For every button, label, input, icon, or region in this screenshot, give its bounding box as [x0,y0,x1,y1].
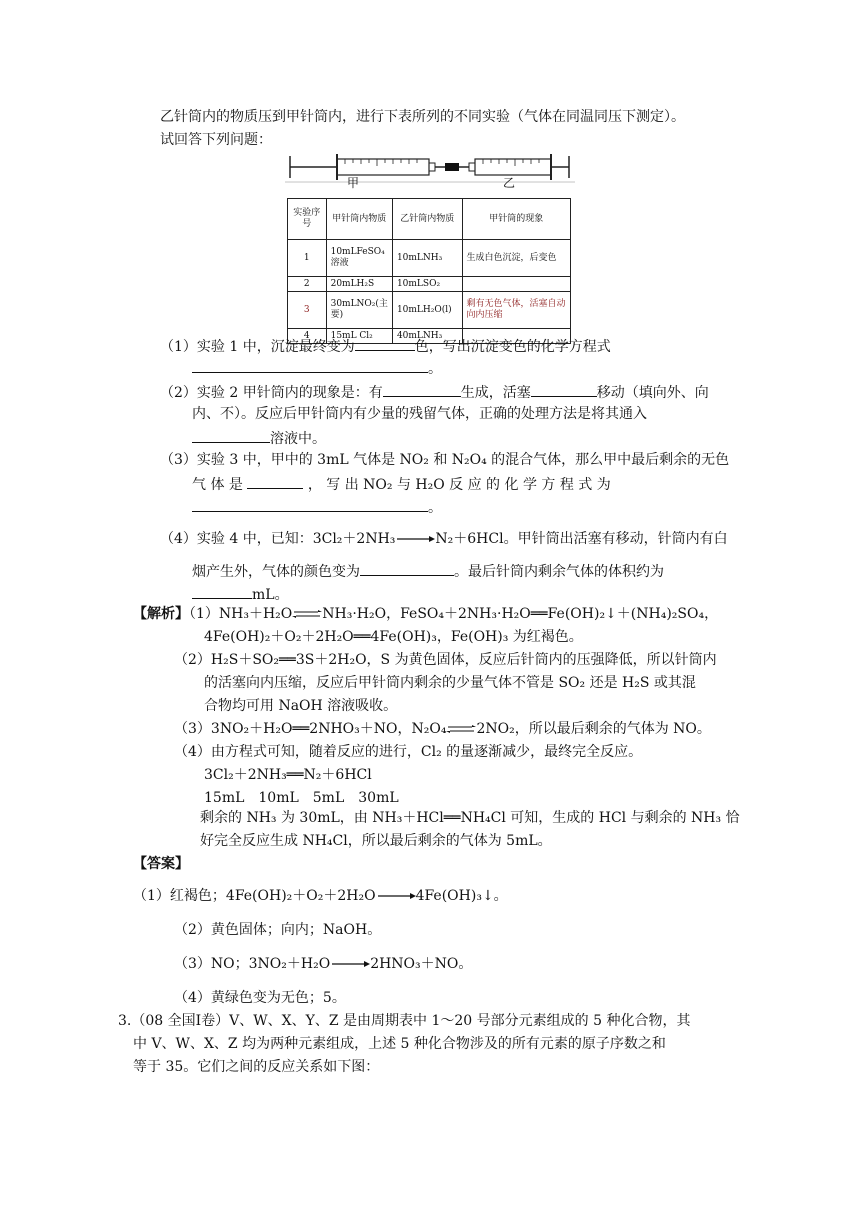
question-3-line-3 [192,497,442,517]
q4-text-b: N₂＋6HCl。甲针筒出活塞有移动，针筒内有白 [435,531,728,547]
table-cell: 10mLNH₃ [392,240,462,277]
table-cell: 生成白色沉淀，后变色 [462,240,570,277]
q2-text-a: （2）实验 2 甲针筒内的现象是：有 [160,385,383,401]
answer-3 [174,955,472,973]
analysis-p2b: 的活塞向内压缩，反应后甲针筒内剩余的少量气体不管是 SO₂ 还是 H₂S 或其混 [204,675,696,691]
answer-1 [133,887,508,905]
analysis-p1b: NH₃·H₂O，FeSO₄＋2NH₃·H₂O══Fe(OH)₂↓＋(NH₄)₂SO₄， [322,606,719,622]
table-header-cell: 乙针筒内物质 [392,199,462,240]
analysis-p1a: （1）NH₃＋H₂O [189,606,293,622]
q4-text-a: （4）实验 4 中，已知：3Cl₂＋2NH₃ [160,531,396,547]
table-cell: 剩有无色气体，活塞自动向内压缩 [462,292,570,329]
equilibrium-arrow-icon [446,724,476,734]
answer-blank [192,358,428,373]
syringe-figure [285,150,575,192]
analysis-line-3 [174,720,711,738]
table-header-cell: 甲针筒的现象 [462,199,570,240]
table-cell: 10mLFeSO₄溶液 [326,240,392,277]
table-cell: 30mLNO₂(主要) [326,292,392,329]
q3-text-a: （3）实验 3 中，甲中的 3mL 气体是 NO₂ 和 N₂O₄ 的混合气体，那么甲中最后剩余的无色 [160,452,730,468]
table-header-row [288,199,571,240]
q3-text-c: ， 写 出 NO₂ 与 H₂O 反 应 的 化 学 方 程 式 为 [307,477,611,493]
answer-blank [192,428,270,443]
answer-blank [355,336,415,351]
question-4-line-2 [192,561,664,581]
question-3-line-2: 中 V、W、X、Z 均为两种元素组成，上述 5 种化合物涉及的所有元素的原子序数之和 [133,1036,666,1052]
table-header-cell: 实验序号 [288,199,327,240]
answer-blank [531,382,597,397]
answer-1-a: （1）红褐色；4Fe(OH)₂＋O₂＋2H₂O [133,888,376,904]
analysis-p4c: 15mL 10mL 5mL 30mL [204,790,399,806]
table-cell: 15mL Cl₂ [326,329,392,344]
q2-text-c: 移动（填向外、向 [596,385,709,401]
q2-text-d: 内、不）。反应后甲针筒内有少量的残留气体，正确的处理方法是将其通入 [192,406,647,422]
reaction-arrow-icon [376,891,416,901]
analysis-p4a: （4）由方程式可知，随着反应的进行，Cl₂ 的量逐渐减少，最终完全反应。 [174,744,643,760]
reaction-arrow-icon [330,959,370,969]
question-2-line-3 [192,428,326,448]
answer-3-a: （3）NO；3NO₂＋H₂O [174,956,331,972]
analysis-p3b: 2NO₂，所以最后剩余的气体为 NO。 [476,721,711,737]
question-3-line-3: 等于 35。它们之间的反应关系如下图： [133,1059,380,1075]
answer-blank [192,497,428,512]
analysis-p3a: （3）3NO₂＋H₂O══2NHO₃＋NO，N₂O₄ [174,721,447,737]
q3-text-d: 。 [428,500,442,516]
label-jia: 甲 [347,176,360,190]
q4-text-c: 烟产生外，气体的颜色变为 [192,564,360,580]
analysis-line-1 [133,605,718,623]
table-cell: 3 [288,292,327,329]
question-1 [160,336,611,356]
analysis-title: 【解析】 [133,606,189,622]
table-row [288,277,571,292]
question-1-line-2 [192,358,442,378]
syringe-diagram [285,150,575,192]
intro-line-2: 试回答下列问题： [160,132,272,148]
equilibrium-arrow-icon [292,609,322,619]
table-row [288,240,571,277]
q1-text-c: 。 [428,361,442,377]
question-3-line-2 [192,474,611,494]
answer-2: （2）黄色固体；向内；NaOH。 [174,922,382,938]
q4-text-d: 。最后针筒内剩余气体的体积约为 [454,564,664,580]
analysis-p4d: 剩余的 NH₃ 为 30mL，由 NH₃＋HCl══NH₄Cl 可知，生成的 HCl 与剩余的 NH₃ 恰 [200,810,740,826]
experiment-table [287,198,571,344]
analysis-p4b: 3Cl₂＋2NH₃══N₂＋6HCl [204,767,372,783]
analysis-p2c: 合物均可用 NaOH 溶液吸收。 [204,698,398,714]
answer-title: 【答案】 [133,856,189,872]
question-2 [160,382,709,402]
reaction-arrow-icon [395,534,435,544]
table-row [288,292,571,329]
answer-blank [360,561,454,576]
q1-text-b: 色，写出沉淀变色的化学方程式 [414,339,611,355]
answer-blank [247,474,303,489]
question-4 [160,530,728,548]
answer-1-b: 4Fe(OH)₃↓。 [415,888,508,904]
table-cell: 10mLSO₂ [392,277,462,292]
table-cell: 20mLH₂S [326,277,392,292]
answer-3-b: 2HNO₃＋NO。 [370,956,473,972]
question-4-line-3 [192,584,289,604]
table-header-cell: 甲针筒内物质 [326,199,392,240]
q1-text-a: （1）实验 1 中，沉淀最终变为 [160,339,355,355]
answer-4: （4）黄绿色变为无色；5。 [174,990,346,1006]
analysis-p4e: 好完全反应生成 NH₄Cl，所以最后剩余的气体为 5mL。 [200,833,552,849]
table-cell: 2 [288,277,327,292]
analysis-p2a: （2）H₂S＋SO₂══3S＋2H₂O，S 为黄色固体，反应后针筒内的压强降低，所以针筒内 [174,652,717,668]
table-cell: 4 [288,329,327,344]
q2-text-e: 溶液中。 [270,431,326,447]
question-3-line-1: 3.（08 全国Ⅰ卷）V、W、X、Y、Z 是由周期表中 1～20 号部分元素组成的 5 种化合物，其 [118,1013,691,1029]
q2-text-b: 生成，活塞 [460,385,531,401]
table-cell [462,277,570,292]
q4-text-e: mL。 [252,587,289,603]
intro-line-1: 乙针筒内的物质压到甲针筒内，进行下表所列的不同实验（气体在同温同压下测定）。 [160,109,685,125]
table-cell: 1 [288,240,327,277]
label-yi: 乙 [503,176,516,190]
answer-blank [192,584,252,599]
analysis-p1c: 4Fe(OH)₂＋O₂＋2H₂O══4Fe(OH)₃，Fe(OH)₃ 为红褐色。 [204,629,583,645]
answer-blank [383,382,461,397]
table-cell: 10mLH₂O(l) [392,292,462,329]
table-cell: 40mLNH₃ [392,329,462,344]
q3-text-b: 气 体 是 [192,477,243,493]
